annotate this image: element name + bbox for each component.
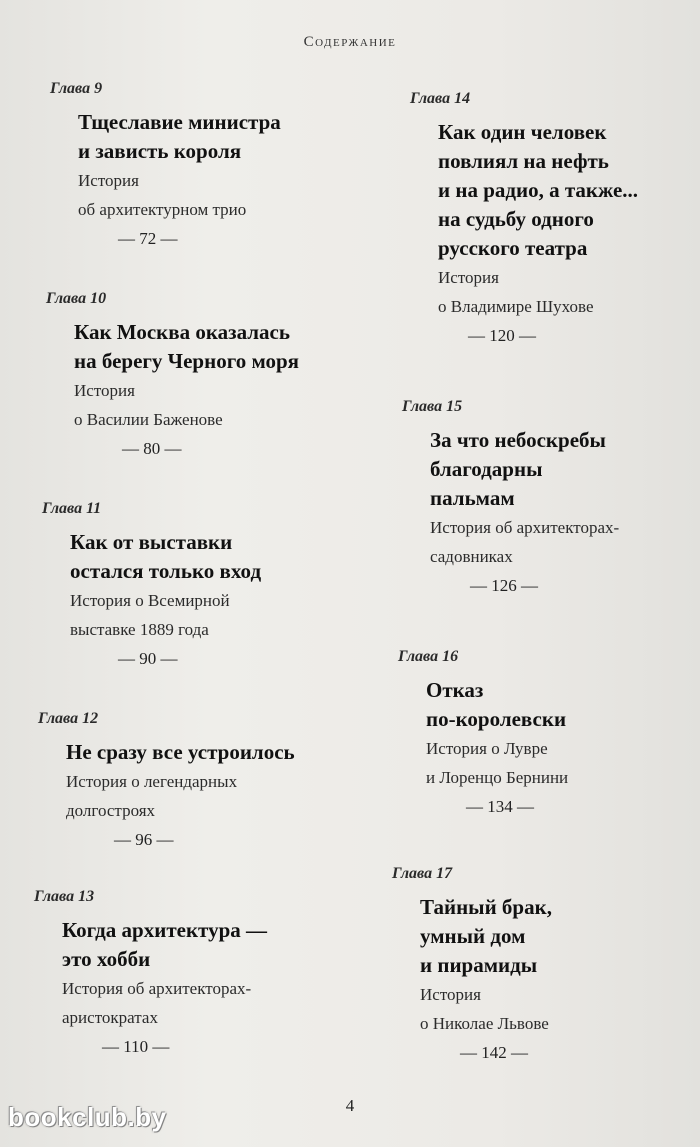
chapter-subtitle-line: История об архитекторах- bbox=[62, 979, 252, 998]
chapter-label: Глава 10 bbox=[46, 290, 107, 307]
chapter-title bbox=[66, 738, 295, 767]
chapter-title bbox=[78, 108, 281, 166]
chapter-title bbox=[70, 528, 261, 586]
chapter-title-line: Как от выставки bbox=[70, 530, 233, 554]
chapter-subtitle-line: История bbox=[438, 268, 499, 287]
chapter-title-line: русского театра bbox=[438, 236, 588, 260]
chapter-title-line: благодарны bbox=[430, 457, 543, 481]
chapter-title-line: Тайный брак, bbox=[420, 895, 552, 919]
chapter-subtitle-line: долгостроях bbox=[66, 801, 156, 820]
chapter-title-line: Отказ bbox=[426, 678, 484, 702]
chapter-page-number: — 134 — bbox=[466, 797, 534, 816]
chapter-page-number: — 90 — bbox=[118, 649, 178, 668]
chapter-subtitle-line: История bbox=[74, 381, 135, 400]
chapter-17 bbox=[392, 865, 552, 1067]
chapter-title-line: умный дом bbox=[420, 924, 526, 948]
chapter-subtitle-line: выставке 1889 года bbox=[70, 620, 209, 639]
chapter-title-line: повлиял на нефть bbox=[438, 149, 609, 173]
chapter-title-line: по-королевски bbox=[426, 707, 567, 731]
page-header: Содержание bbox=[303, 34, 397, 50]
chapter-title bbox=[420, 893, 552, 980]
chapter-title-line: и зависть короля bbox=[78, 139, 242, 163]
chapter-subtitle-line: об архитектурном трио bbox=[78, 200, 247, 219]
chapter-page-number: — 142 — bbox=[460, 1043, 528, 1062]
chapter-subtitle-line: История об архитекторах- bbox=[430, 518, 620, 537]
chapter-13 bbox=[34, 888, 267, 1061]
chapter-subtitle bbox=[78, 166, 281, 224]
chapter-label: Глава 14 bbox=[410, 90, 471, 107]
chapter-title-line: и пирамиды bbox=[420, 953, 538, 977]
chapter-title-line: это хобби bbox=[62, 947, 151, 971]
chapter-title-line: Тщеславие министра bbox=[78, 110, 281, 134]
chapter-title-line: За что небоскребы bbox=[430, 428, 606, 452]
chapter-label: Глава 12 bbox=[38, 710, 99, 727]
chapter-title-line: пальмам bbox=[430, 486, 515, 510]
chapter-title-line: Когда архитектура — bbox=[62, 918, 268, 942]
chapter-label: Глава 11 bbox=[42, 500, 102, 517]
chapter-title-line: остался только вход bbox=[70, 559, 262, 583]
chapter-title-line: на берегу Черного моря bbox=[74, 349, 300, 373]
chapter-title-line: Как Москва оказалась bbox=[74, 320, 290, 344]
chapter-subtitle-line: История bbox=[420, 985, 481, 1004]
chapter-label: Глава 16 bbox=[398, 648, 459, 665]
chapter-title bbox=[62, 916, 267, 974]
chapter-subtitle-line: и Лоренцо Бернини bbox=[426, 768, 569, 787]
chapter-label: Глава 15 bbox=[402, 398, 463, 415]
chapter-11 bbox=[42, 500, 261, 673]
chapter-15 bbox=[402, 398, 619, 600]
chapter-14 bbox=[410, 90, 638, 350]
chapter-subtitle bbox=[74, 376, 299, 434]
chapter-subtitle-line: о Василии Баженове bbox=[74, 410, 223, 429]
chapter-subtitle bbox=[420, 980, 552, 1038]
chapter-page-number: — 80 — bbox=[122, 439, 182, 458]
chapter-label: Глава 17 bbox=[392, 865, 453, 882]
chapter-subtitle-line: История bbox=[78, 171, 139, 190]
chapter-title-line: Не сразу все устроилось bbox=[66, 740, 295, 764]
chapter-title-line: и на радио, а также... bbox=[438, 178, 639, 202]
chapter-page-number: — 126 — bbox=[470, 576, 538, 595]
chapter-subtitle-line: История о легендарных bbox=[66, 772, 238, 791]
chapter-subtitle bbox=[438, 263, 638, 321]
chapter-page-number: — 120 — bbox=[468, 326, 536, 345]
chapter-subtitle bbox=[66, 767, 295, 825]
chapter-label: Глава 9 bbox=[50, 80, 103, 97]
chapter-title-line: Как один человек bbox=[438, 120, 607, 144]
chapter-title bbox=[74, 318, 299, 376]
chapter-subtitle bbox=[70, 586, 261, 644]
chapter-subtitle-line: о Николае Львове bbox=[420, 1014, 549, 1033]
chapter-page-number: — 110 — bbox=[102, 1037, 170, 1056]
chapter-subtitle bbox=[62, 974, 267, 1032]
chapter-subtitle-line: о Владимире Шухове bbox=[438, 297, 594, 316]
chapter-title bbox=[438, 118, 638, 263]
chapter-title bbox=[430, 426, 619, 513]
chapter-9 bbox=[50, 80, 281, 253]
watermark-logo: bookclub.by bbox=[8, 1102, 167, 1132]
chapter-10 bbox=[46, 290, 299, 463]
chapter-subtitle bbox=[430, 513, 619, 571]
chapter-subtitle-line: садовниках bbox=[430, 547, 513, 566]
chapter-page-number: — 72 — bbox=[118, 229, 178, 248]
chapter-subtitle-line: История о Всемирной bbox=[70, 591, 230, 610]
page-number: 4 bbox=[345, 1096, 355, 1115]
chapter-subtitle-line: История о Лувре bbox=[426, 739, 548, 758]
chapter-16 bbox=[398, 648, 568, 821]
chapter-label: Глава 13 bbox=[34, 888, 95, 905]
chapter-subtitle-line: аристократах bbox=[62, 1008, 158, 1027]
chapter-title-line: на судьбу одного bbox=[438, 207, 594, 231]
chapter-subtitle bbox=[426, 734, 568, 792]
chapter-12 bbox=[38, 710, 295, 854]
chapter-title bbox=[426, 676, 568, 734]
chapter-page-number: — 96 — bbox=[114, 830, 174, 849]
